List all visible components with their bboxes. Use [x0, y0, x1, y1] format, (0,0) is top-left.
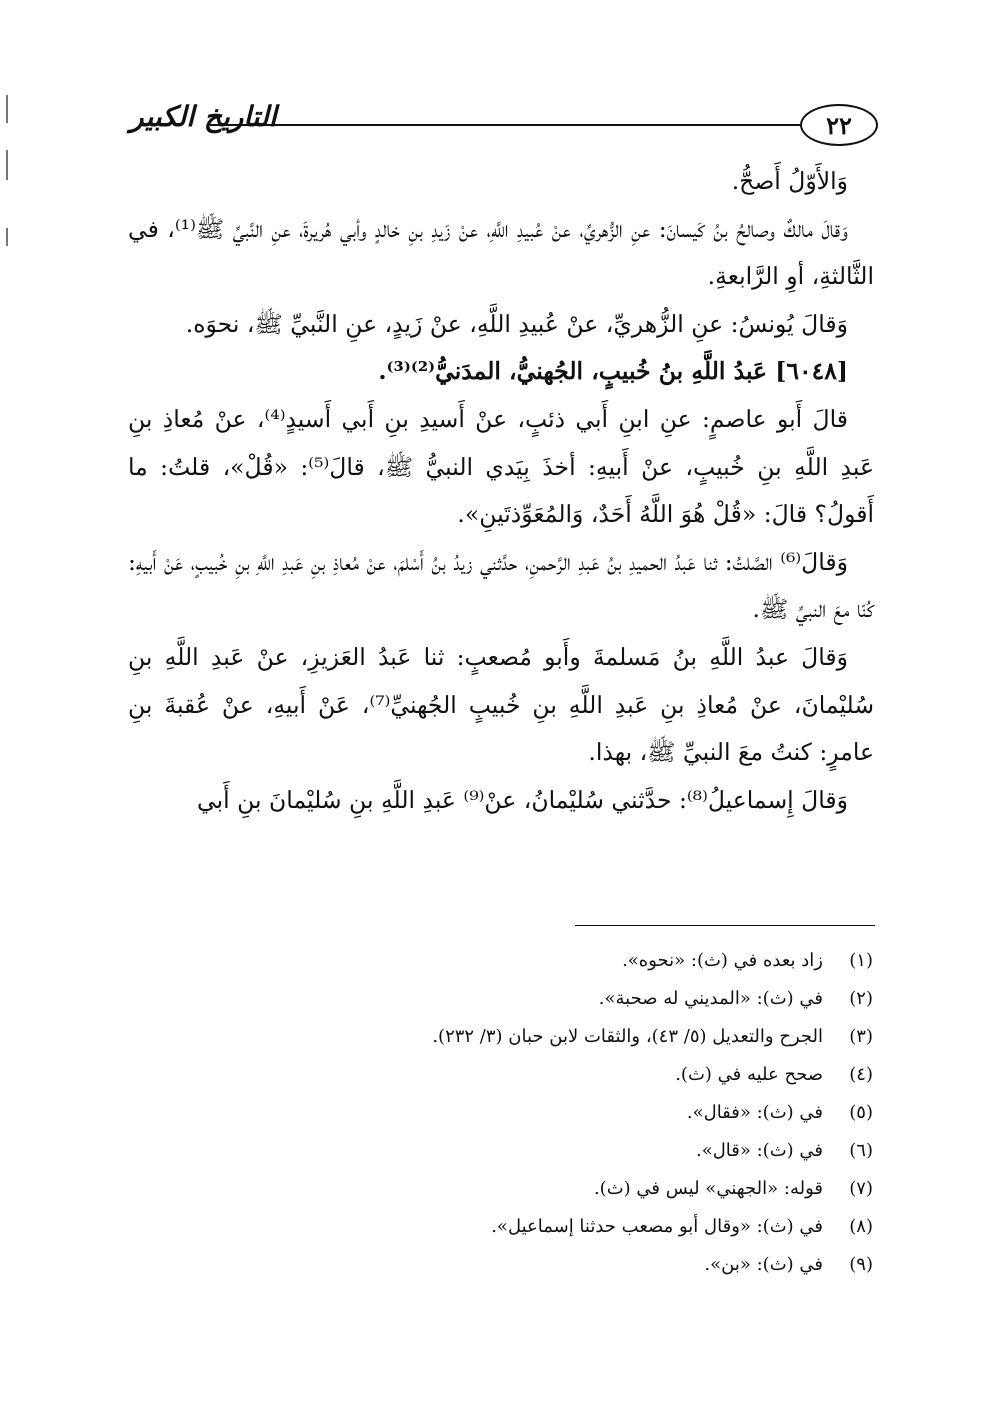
footnote-number: (٢)	[849, 988, 873, 1009]
footnote-number: (٧)	[849, 1178, 873, 1199]
scan-edge-mark-top	[6, 95, 8, 123]
footnote-text: قوله: «الجهني» ليس في (ث).	[593, 1178, 823, 1199]
paragraph-6: وَقالَ عبدُ اللَّهِ بنُ مَسلمةَ وأَبو مُصعبٍ: ثنا عَبدُ العَزيزِ، عنْ عَبدِ اللَّهِ بنِ سُليْمانَ، عنْ مُعاذِ بنِ عَبدِ اللَّهِ بنِ خُبيبٍ الجُهنيِّ⁽⁷⁾، عَنْ أَبيهِ، عنْ عُقبةَ بنِ عامرٍ: كنتُ معَ النبيِّ ﷺ، بهذا.	[128, 642, 875, 767]
footnote	[113, 1018, 873, 1056]
entry-heading	[128, 348, 874, 396]
footnote-text: في (ث): «قال».	[695, 1140, 823, 1161]
footnote	[113, 1170, 873, 1208]
footnote-text: في (ث): «المديني له صحبة».	[598, 988, 823, 1009]
footnote-number: (١)	[849, 950, 873, 971]
footnote-separator	[575, 925, 875, 926]
entry-number: [٦٠٤٨]	[775, 357, 848, 386]
page-number: ٢٢	[800, 104, 878, 146]
footnote-number: (٤)	[849, 1064, 873, 1085]
paragraph-4: قالَ أَبو عاصمٍ: عنِ ابنِ أَبي ذئبٍ، عنْ أَسيدِ بنِ أَبي أَسيدٍ⁽⁴⁾، عنْ مُعاذِ بنِ عَبدِ اللَّهِ بنِ خُبيبٍ، عنْ أَبيهِ: أخذَ بِيَدي النبيُّ ﷺ، قالَ⁽⁵⁾: «قُلْ»، قلتُ: ما أَقولُ؟ قالَ: «قُلْ هُوَ اللَّهُ أَحَدٌ، وَالمُعَوِّذتَينِ».	[128, 404, 874, 529]
footnote	[113, 1094, 873, 1132]
footnote	[113, 1246, 873, 1284]
paragraph-2: وَقالَ مالكٌ وصالحُ بنُ كَيسانَ: عنِ الزُّهريِّ، عنْ عُبيدِ اللَّهِ، عنْ زَيدِ بنِ خالدٍ وأبي هُريرةَ، عنِ النَّبيِّ ﷺ⁽¹⁾، في الثَّالثةِ، أوِ الرَّابعةِ.	[128, 214, 874, 291]
main-text	[128, 158, 874, 824]
footnote-text: في (ث): «وقال أبو مصعب حدثنا إسماعيل».	[491, 1216, 823, 1237]
footnote-text: في (ث): «بن».	[704, 1254, 823, 1275]
footnote	[113, 942, 873, 980]
footnote-text: صحح عليه في (ث).	[675, 1064, 823, 1085]
footnote-text: في (ث): «فقال».	[686, 1102, 823, 1123]
header-rule	[210, 124, 800, 126]
footnote-number: (٨)	[849, 1216, 873, 1237]
footnote	[113, 980, 873, 1018]
footnote-text: الجرح والتعديل (٥/ ٤٣)، والثقات لابن حبان (٣/ ٢٣٢).	[432, 1026, 823, 1047]
scan-edge-mark-lower	[6, 228, 8, 246]
paragraph-3: وَقالَ يُونسُ: عنِ الزُّهريِّ، عنْ عُبيدِ اللَّهِ، عنْ زَيدٍ، عنِ النَّبيِّ ﷺ، نحوَه.	[185, 309, 848, 338]
book-title: التاريخ الكبير	[130, 100, 277, 133]
page-header	[130, 100, 878, 150]
entry-name: عَبدُ اللَّهِ بنُ خُبيبٍ، الجُهنيُّ، المدَنيُّ⁽²⁾⁽³⁾.	[378, 357, 768, 386]
footnote-number: (٥)	[849, 1102, 873, 1123]
paragraph-1: وَالأَوّلُ أَصحُّ.	[731, 167, 848, 195]
paragraph-7: وَقالَ إِسماعيلُ⁽⁸⁾: حدَّثني سُليْمانُ، عنْ⁽⁹⁾ عَبدِ اللَّهِ بنِ سُليْمانَ بنِ أَبي	[197, 785, 848, 814]
footnote	[113, 1208, 873, 1246]
scan-edge-mark-middle	[6, 150, 8, 180]
paragraph-5: وَقالَ⁽⁶⁾ الصَّلتُ: ثنا عَبدُ الحميدِ بنُ عَبدِ الرَّحمنِ، حدَّثني زيدُ بنُ أَسْلمَ، عنْ مُعاذِ بنِ عَبدِ اللَّهِ بنِ خُبيبٍ، عَنْ أَبيهِ: كُنّا معَ النبيِّ ﷺ.	[128, 547, 874, 624]
footnote-number: (٩)	[849, 1254, 873, 1275]
footnote	[113, 1056, 873, 1094]
footnote-text: زاد بعده في (ث): «نحوه».	[622, 950, 823, 971]
footnote	[113, 1132, 873, 1170]
footnotes	[113, 942, 873, 1284]
footnote-number: (٦)	[849, 1140, 873, 1161]
footnote-number: (٣)	[849, 1026, 873, 1047]
